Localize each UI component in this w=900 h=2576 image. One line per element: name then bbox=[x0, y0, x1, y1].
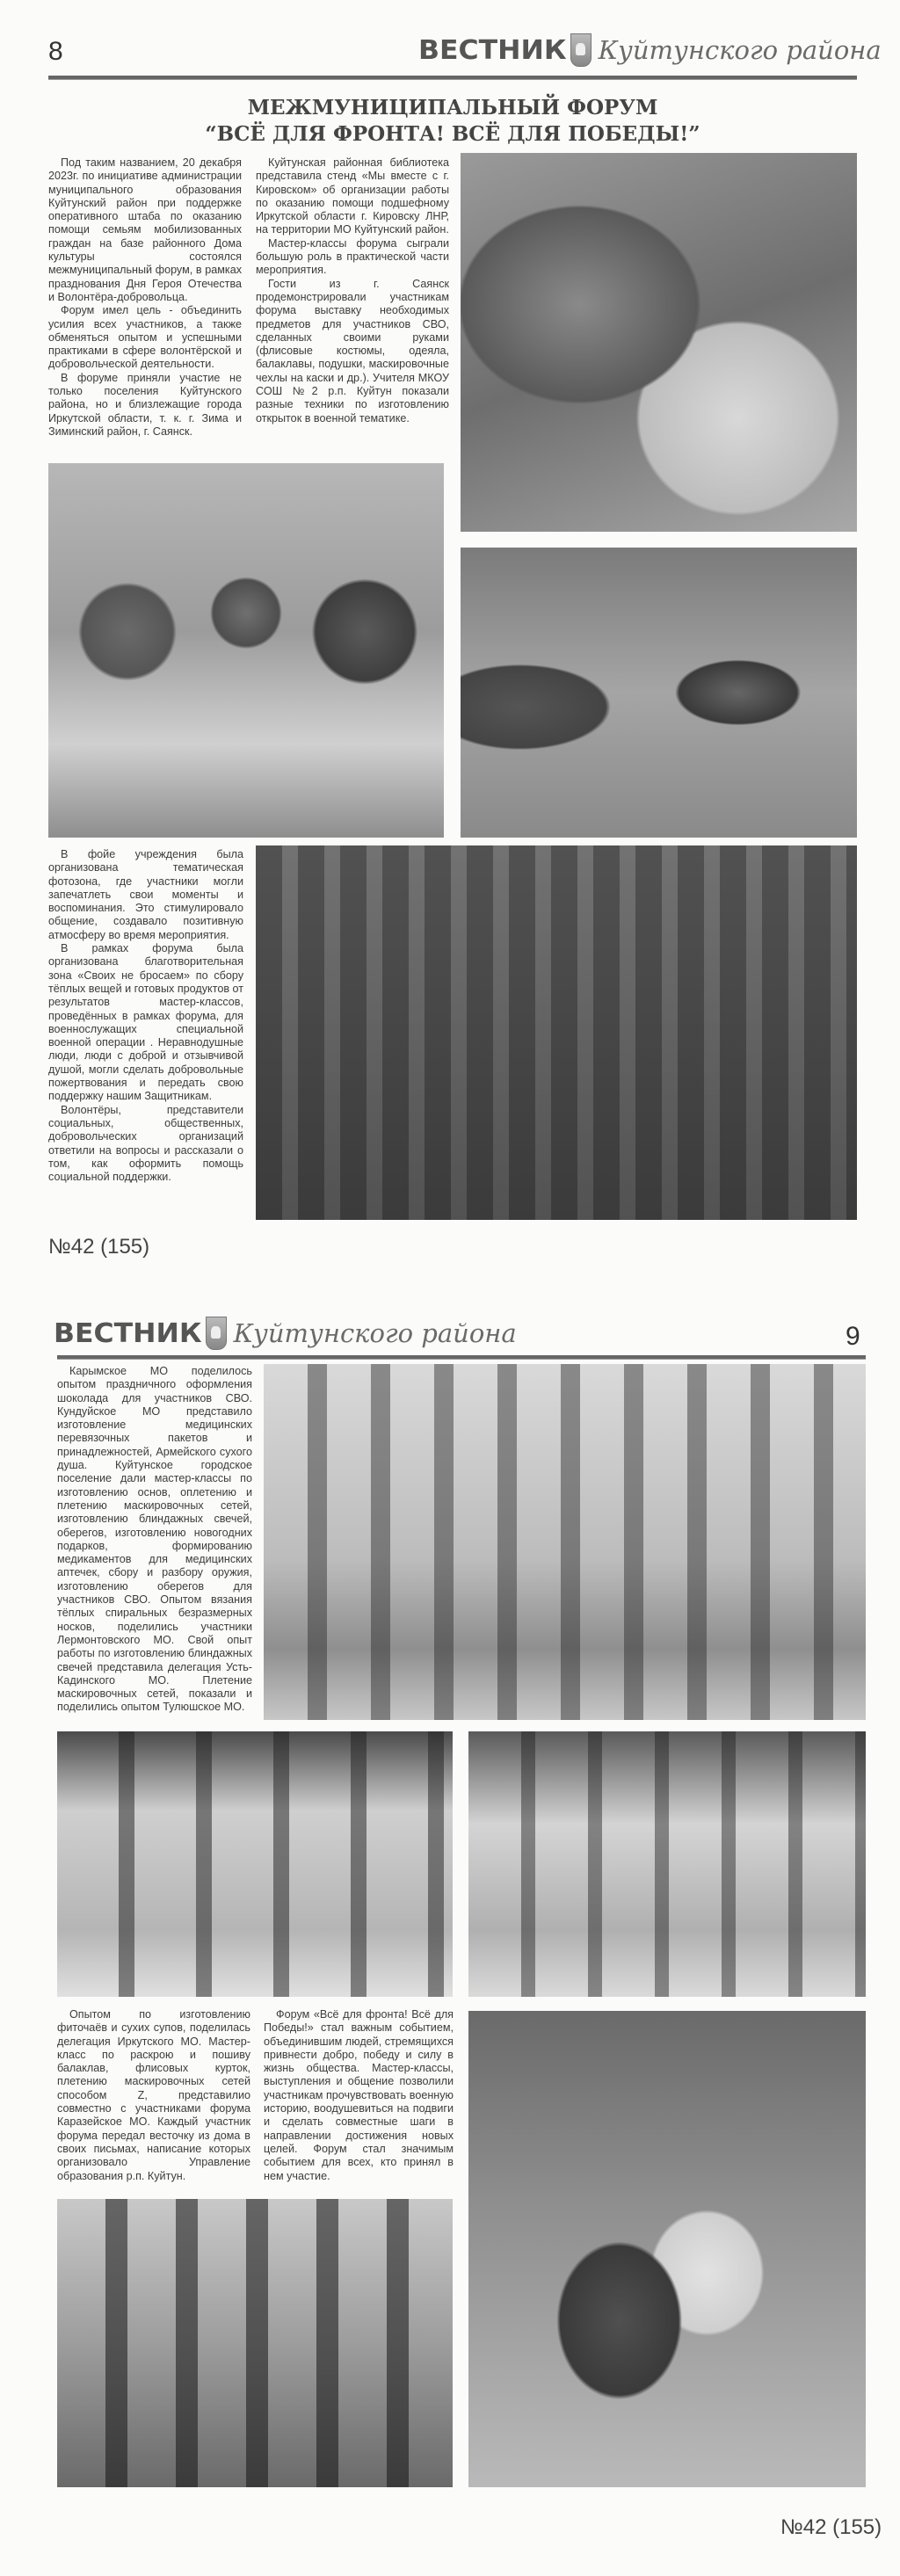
text-column-2 bbox=[256, 156, 449, 425]
paragraph: Гости из г. Саянск продемонстрировали участникам форума выставку необходимых предметов для участников СВО, сделанных своими руками (флисовые костюмы, одеяла, балаклавы, подушки, маскировочные чехлы на каски и др.). Учителя МКОУ СОШ №2 р.п. Куйтун показали разные техники по изготовлению открыток в военной тематике. bbox=[256, 277, 449, 424]
text-column-2 bbox=[57, 2008, 250, 2183]
crest-icon bbox=[570, 33, 592, 67]
masthead-subtitle: Куйтунского района bbox=[233, 1318, 517, 1348]
paragraph: В форуме приняли участие не только поселения Куйтунского района, но и близлежащие города Иркутской области, т. к. г. Зима и Зиминский район, г. Саянск. bbox=[48, 371, 242, 438]
masthead-title: ВЕСТНИК bbox=[53, 1317, 202, 1349]
text-column-1 bbox=[48, 156, 242, 439]
photo-award-delegation-1 bbox=[57, 1731, 453, 1997]
issue-number: №42 (155) bbox=[48, 1235, 150, 1259]
crest-icon bbox=[206, 1317, 227, 1350]
paragraph: Под таким названием, 20 декабря 2023г. по инициативе администрации муниципального образования Куйтунский район при поддержке оперативного штаба по оказанию помощи семьям мобилизованных граждан на базе районного Дома культуры состоялся межмуниципальный форум, в рамках празднования Дня Героя Отечества и Волонтёра-добровольца. bbox=[48, 156, 242, 303]
title-line-2: “ВСЁ ДЛЯ ФРОНТА! ВСЁ ДЛЯ ПОБЕДЫ!” bbox=[205, 122, 700, 146]
issue-number: №42 (155) bbox=[780, 2515, 882, 2539]
photo-award-delegation-2 bbox=[468, 1731, 866, 1997]
page-number: 9 bbox=[846, 1322, 860, 1351]
masthead bbox=[417, 33, 882, 67]
text-column-3 bbox=[48, 848, 243, 1184]
paragraph: Волонтёры, представители социальных, общественных, добровольческих организаций ответили на вопросы и рассказали о том, как оформить помощь социальной поддержки. bbox=[48, 1103, 243, 1184]
photo-group-photozone bbox=[256, 845, 857, 1220]
masthead-subtitle: Куйтунского района bbox=[598, 35, 882, 65]
article-title bbox=[48, 95, 857, 148]
photo-participants-sewing bbox=[48, 463, 444, 838]
masthead-title: ВЕСТНИК bbox=[417, 34, 567, 66]
header-rule bbox=[48, 76, 857, 80]
paragraph: Мастер-классы форума сыграли большую роль в практической части мероприятия. bbox=[256, 236, 449, 277]
paragraph: Форум имел цель - объединить усилия всех участников, а также обменяться опытом и успешными практиками в сфере волонтёрской и добровольческой деятельности. bbox=[48, 304, 242, 371]
title-line-1: МЕЖМУНИЦИПАЛЬНЫЙ ФОРУМ bbox=[247, 96, 658, 120]
header-rule bbox=[57, 1355, 866, 1360]
paragraph: Карымское МО поделилось опытом праздничного оформления шоколада для участников СВО. Кундуйское МО представило изготовление медицинских перевязочных пакетов и принадлежностей, Армейского сухого душа. Куйтунское городское поселение дали мастер-классы по изготовлению основ, оплетению и плетению маскировочных сетей, изготовлению блиндажных свечей, оберегов, изготовлению новогодних подарков, формированию медикаментов для медицинских аптечек, сбору и разбору оружия, изготовлению оберегов для участников СВО. Опытом вязания тёплых спиральных безразмерных носков, поделились участники Лермонтовского МО. Свой опыт работы по изготовлению блиндажных свечей представила делегация Усть-Кадинского МО. Плетение маскировочных сетей, показали и поделились опытом Тулюшское МО. bbox=[57, 1365, 252, 1714]
photo-masterclass-table bbox=[461, 153, 857, 532]
text-column-1 bbox=[57, 1365, 252, 1715]
photo-portrait-presentation bbox=[468, 2011, 866, 2487]
paragraph: Форум «Всё для фронта! Всё для Победы!» стал важным событием, объединившим людей, стремящихся привнести добро, победу и силу в жизнь общества. Мастер-классы, выступления и общение позволили участникам прочувствовать военную историю, воодушевиться на подвиги и сделать совместные шаги в направлении достижения новых целей. Форум стал значимым событием для всех, кто принял в нем участие. bbox=[264, 2008, 454, 2182]
text-column-3 bbox=[264, 2008, 454, 2183]
masthead bbox=[53, 1317, 517, 1350]
paragraph: Опытом по изготовлению фиточаёв и сухих супов, поделилась делегация Иркутского МО. Мастер-класс по раскрою и пошиву балаклав, флисовых курток, плетению маскировочных сетей способом Z, представилио совместно с участниками форума Каразейское МО. Каждый участник форума передал весточку из дома в своих письмах, написание которых организовало Управление образования р.п. Куйтун. bbox=[57, 2008, 250, 2182]
paragraph: В фойе учреждения была организована тематическая фотозона, где участники могли запечатлеть свои моменты и воспоминания. Это стимулировало общение, создавало позитивную атмосферу во время мероприятия. bbox=[48, 848, 243, 941]
photo-exhibition-stand bbox=[461, 548, 857, 838]
paragraph: В рамках форума была организована благотворительная зона «Своих не бросаем» по сбору тёплых вещей и готовых продуктов от результатов мастер-классов, проведённых в рамках форума, для военнослужащих специальной военной операции . Неравнодушные люди, люди с доброй и отзывчивой душой, могли сделать добровольные пожертвования и передать свою поддержку нашим Защитникам. bbox=[48, 942, 244, 1103]
paragraph: Куйтунская районная библиотека представила стенд «Мы вместе с г. Кировском» об организации работы по оказанию помощи подшефному Иркутской области г. Кировску ЛНР, на территории МО Куйтунский район. bbox=[256, 156, 449, 236]
photo-men-on-stage bbox=[57, 2199, 453, 2487]
photo-award-ceremony-group bbox=[264, 1364, 866, 1720]
page-number: 8 bbox=[48, 37, 63, 66]
